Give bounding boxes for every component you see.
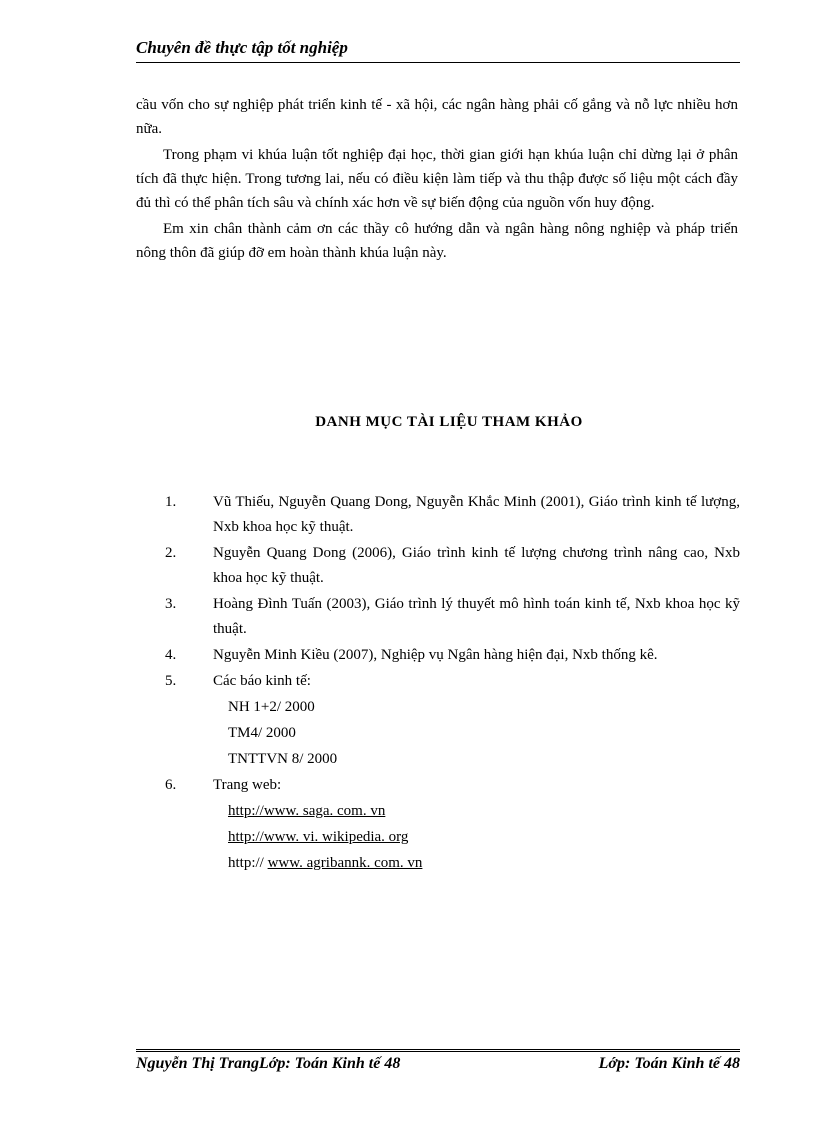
reference-subline: TNTTVN 8/ 2000 — [228, 751, 338, 767]
body-paragraph: Em xin chân thành cảm ơn các thầy cô hướng dẫn và ngân hàng nông nghiệp và pháp triển nông thôn đã giúp đỡ em hoàn thành khúa luận này. — [136, 221, 738, 261]
web-link-line — [213, 824, 740, 850]
reference-subline: NH 1+2/ 2000 — [228, 699, 315, 715]
body-text — [136, 93, 738, 265]
reference-subline: TM4/ 2000 — [228, 725, 296, 741]
web-link-prefix: http:// — [228, 855, 268, 871]
reference-text: Trang web: — [213, 777, 282, 793]
references-heading: DANH MỤC TÀI LIỆU THAM KHẢO — [315, 414, 583, 430]
page-header-title: Chuyên đề thực tập tốt nghiệp — [136, 38, 348, 57]
footer-left-text: Nguyễn Thị TrangLớp: Toán Kinh tế 48 — [136, 1055, 401, 1072]
reference-number: 6. — [165, 777, 177, 793]
web-link[interactable]: http://www. vi. wikipedia. org — [228, 829, 409, 845]
reference-number: 3. — [165, 596, 177, 612]
reference-item — [162, 490, 740, 540]
web-link-line — [213, 798, 740, 824]
web-link[interactable]: http://www. saga. com. vn — [228, 803, 386, 819]
reference-text: Vũ Thiếu, Nguyễn Quang Dong, Nguyễn Khắc Minh (2001), Giáo trình kinh tế lượng, Nxb khoa học kỹ thuật. — [213, 494, 740, 535]
reference-item — [162, 669, 740, 772]
web-link-line — [213, 850, 740, 876]
reference-item — [162, 541, 740, 591]
web-link[interactable]: www. agribannk. com. vn — [267, 855, 423, 871]
reference-text: Các báo kinh tế: — [213, 673, 311, 689]
reference-text: Nguyễn Quang Dong (2006), Giáo trình kinh tế lượng chương trình nâng cao, Nxb khoa học kỹ thuật. — [213, 545, 740, 586]
footer-rule-thin — [136, 1049, 740, 1050]
references-list — [162, 490, 740, 877]
reference-number: 5. — [165, 673, 177, 689]
reference-text: Nguyễn Minh Kiều (2007), Nghiệp vụ Ngân hàng hiện đại, Nxb thống kê. — [213, 647, 658, 663]
reference-number: 2. — [165, 545, 177, 561]
reference-item — [162, 592, 740, 642]
footer-rule-thick — [136, 1051, 740, 1052]
reference-number: 1. — [165, 494, 177, 510]
header-rule — [136, 62, 740, 63]
body-paragraph: cầu vốn cho sự nghiệp phát triển kinh tế - xã hội, các ngân hàng phải cố gắng và nỗ lực nhiều hơn nữa. — [136, 97, 738, 137]
reference-text: Hoàng Đình Tuấn (2003), Giáo trình lý thuyết mô hình toán kinh tế, Nxb khoa học kỹ thuật. — [213, 596, 740, 637]
reference-item — [162, 643, 740, 668]
footer-right-text: Lớp: Toán Kinh tế 48 — [598, 1055, 740, 1072]
reference-item — [162, 773, 740, 876]
body-paragraph: Trong phạm vi khúa luận tốt nghiệp đại học, thời gian giới hạn khúa luận chỉ dừng lại ở phân tích đã thực hiện. Trong tương lai, nếu có điều kiện làm tiếp và thu thập được số liệu một cách đầy đủ thì có thể phân tích sâu và chính xác hơn về sự biến động của nguồn vốn huy động. — [136, 147, 738, 211]
reference-number: 4. — [165, 647, 177, 663]
